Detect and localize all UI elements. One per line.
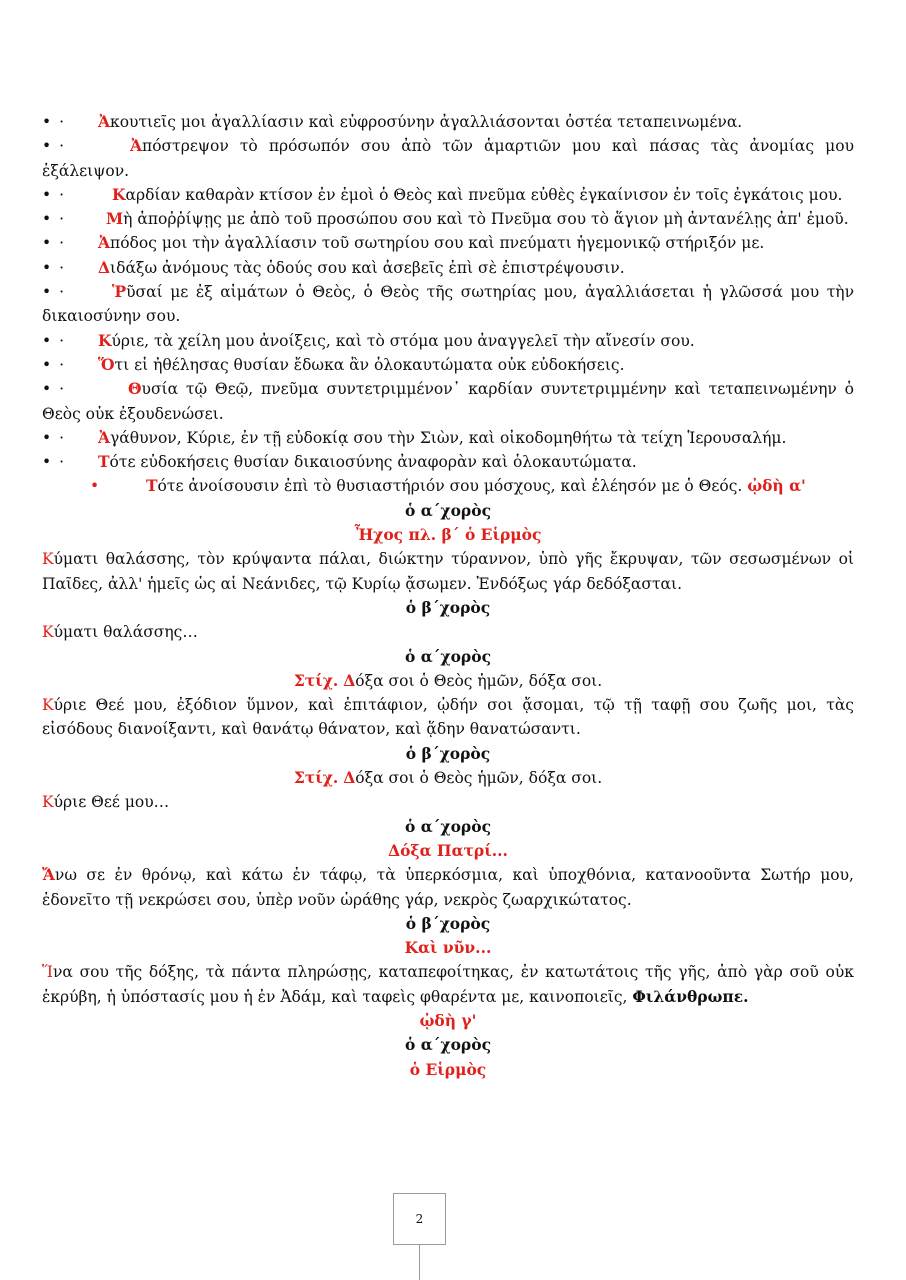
initial-letter: Δ — [343, 768, 356, 788]
initial-letter: Ἄ — [42, 865, 55, 885]
psalm-verse — [42, 377, 854, 426]
paragraph-text: ύματι θαλάσσης, τὸν κρύψαντα πάλαι, διώκτην τύραννον, ὑπὸ γῆς ἔκρυψαν, τῶν σεσωσμένων οἱ Παῖδες, ἀλλ' ἡμεῖς ὡς αἱ Νεάνιδες, τῷ Κυρίῳ ᾄσωμεν. Ἐνδόξως γάρ δεδόξασται. — [42, 550, 854, 593]
verse-text: ιδάξω ἀνόμους τὰς ὁδούς σου καὶ ἀσεβεῖς ἐπὶ σὲ ἐπιστρέψουσιν. — [110, 258, 625, 277]
bullet-marker: • · — [42, 185, 65, 204]
initial-letter: Μ — [106, 209, 124, 229]
psalm-verse — [42, 207, 854, 231]
bullet-marker: • · — [42, 234, 65, 253]
irmos-repeat — [42, 620, 854, 644]
bullet-marker: • · — [42, 355, 65, 374]
initial-letter: Ἵ — [42, 963, 53, 982]
initial-letter: Ἀ — [98, 427, 111, 447]
psalm-verse — [42, 450, 854, 474]
verse-text: τι εἰ ἠθέλησας θυσίαν ἔδωκα ἂν ὁλοκαυτώματα οὐκ εὐδοκήσεις. — [114, 355, 625, 374]
initial-letter: Ὅ — [98, 354, 115, 374]
doxa-heading: Δόξα Πατρί... — [388, 840, 508, 860]
verse-text: ῦσαί με ἐξ αἱμάτων ὁ Θεὸς, ὁ Θεὸς τῆς σωτηρίας μου, ἀγαλλιάσεται ἡ γλῶσσά μου τὴν δικαιοσύνην σου. — [42, 283, 854, 326]
psalm-verse — [42, 329, 854, 353]
psalm-verse — [42, 426, 854, 450]
psalm-verse — [42, 256, 854, 280]
stichos-line — [42, 766, 854, 790]
verse-text: πόστρεψον τὸ πρόσωπόν σου ἀπὸ τῶν ἁμαρτιῶν μου καὶ πάσας τὰς ἀνομίας μου ἐξάλειψον. — [42, 137, 854, 180]
verse-text: ότε ἀνοίσουσιν ἐπὶ τὸ θυσιαστήριόν σου μόσχους, καὶ ἐλέησόν με ὁ Θεός. — [157, 477, 743, 496]
initial-letter: Κ — [112, 184, 126, 204]
ode3-heading: ᾠδὴ γ' — [419, 1010, 477, 1030]
initial-letter: Κ — [42, 623, 54, 642]
initial-letter: Ἀ — [98, 112, 111, 131]
verse-text: αρδίαν καθαρὰν κτίσον ἐν ἐμοὶ ὁ Θεὸς καὶ πνεῦμα εὐθὲς ἐγκαίνισον ἐν τοῖς ἐγκάτοις μου. — [125, 185, 843, 204]
initial-letter: Ἀ — [130, 136, 143, 156]
choir-b-heading: ὁ β΄χορὸς — [405, 913, 491, 933]
initial-letter: Ῥ — [112, 282, 127, 302]
bullet-marker: • — [90, 477, 100, 496]
bullet-marker: • · — [42, 428, 65, 447]
paragraph-text: να σου τῆς δόξης, τὰ πάντα πληρώσῃς, καταπεφοίτηκας, ἐν κατωτάτοις τῆς γῆς, ἀπὸ γὰρ σοῦ οὐκ ἐκρύβη, ἡ ὑπόστασίς μου ἡ ἐν Ἀδάμ, καὶ ταφεὶς φθαρέντα με, καινοποιεῖς, — [42, 963, 854, 1006]
bullet-marker: • · — [42, 283, 65, 302]
psalm-verse — [42, 231, 854, 255]
irmos-heading: ὁ Εἱρμὸς — [409, 1059, 487, 1079]
bullet-marker: • · — [42, 380, 65, 399]
choir-b-heading: ὁ β΄χορὸς — [405, 597, 491, 617]
paragraph-text: ύριε Θεέ μου… — [53, 793, 170, 812]
initial-letter: Κ — [98, 330, 112, 350]
initial-letter: Τ — [98, 452, 110, 472]
initial-letter: Δ — [98, 257, 111, 277]
troparion-repeat — [42, 790, 854, 814]
ode-label: ᾠδὴ α' — [747, 476, 806, 496]
bullet-marker: • · — [42, 113, 65, 131]
psalm-verse — [42, 110, 854, 134]
irmos-text — [42, 547, 854, 596]
choir-a-heading: ὁ α΄χορὸς — [404, 1035, 492, 1055]
psalm-verse — [42, 280, 854, 329]
choir-a-heading: ὁ α΄χορὸς — [404, 646, 492, 666]
page-number-box — [393, 1193, 446, 1245]
verse-text: ὴ ἀποῤῥίψῃς με ἀπὸ τοῦ προσώπου σου καὶ τὸ Πνεῦμα σου τὸ ἅγιον μὴ ἀντανέλῃς ἀπ' ἐμοῦ. — [123, 210, 849, 229]
troparion-text — [42, 693, 854, 742]
verse-text: ύριε, τὰ χείλη μου ἀνοίξεις, καὶ τὸ στόμα μου ἀναγγελεῖ τὴν αἴνεσίν σου. — [111, 331, 695, 350]
page-content — [42, 110, 854, 1082]
bullet-marker: • · — [42, 331, 65, 350]
psalm-verse — [42, 353, 854, 377]
theotokion-text — [42, 960, 854, 1009]
bullet-marker: • · — [42, 258, 65, 277]
stichos-label: Στίχ. — [293, 670, 339, 690]
initial-letter: Κ — [42, 696, 54, 715]
stichos-text: όξα σοι ὁ Θεὸς ἡμῶν, δόξα σοι. — [355, 671, 603, 690]
initial-letter: Κ — [42, 793, 54, 812]
psalm-verse-final — [42, 474, 854, 498]
bullet-marker: • · — [42, 453, 65, 472]
page-number: 2 — [415, 1212, 424, 1226]
initial-letter: Θ — [128, 379, 142, 399]
echos-heading: Ἦχος πλ. β΄ ὁ Εἱρμὸς — [354, 525, 542, 545]
psalm-verse — [42, 134, 854, 183]
paragraph-text: νω σε ἐν θρόνῳ, καὶ κάτω ἐν τάφῳ, τὰ ὑπερκόσμια, καὶ ὑποχθόνια, κατανοοῦντα Σωτήρ μου, ἐδονεῖτο τῇ νεκρώσει σου, ὑπὲρ νοῦν ὡράθης γάρ, νεκρὸς ζωαρχικώτατος. — [42, 866, 854, 909]
closing-word: Φιλάνθρωπε. — [632, 986, 749, 1006]
verse-text: πόδος μοι τὴν ἀγαλλίασιν τοῦ σωτηρίου σου καὶ πνεύματι ἡγεμονικῷ στήριξόν με. — [110, 234, 765, 253]
paragraph-text: ύριε Θεέ μου, ἐξόδιον ὕμνον, καὶ ἐπιτάφιον, ᾠδήν σοι ᾄσομαι, τῷ τῇ ταφῇ σου ζωῆς μοι, τὰς εἰσόδους διανοίξαντι, καὶ θανάτῳ θάνατον, καὶ ᾅδην θανατώσαντι. — [42, 696, 854, 739]
initial-letter: Δ — [343, 670, 356, 690]
paragraph-text: ύματι θαλάσσης… — [53, 623, 198, 642]
verse-text: κουτιεῖς μοι ἀγαλλίασιν καὶ εὐφροσύνην ἀγαλλιάσονται ὀστέα τεταπεινωμένα. — [110, 113, 743, 131]
stichos-line — [42, 669, 854, 693]
stichos-text: όξα σοι ὁ Θεὸς ἡμῶν, δόξα σοι. — [355, 769, 603, 788]
bullet-marker: • · — [42, 137, 65, 156]
troparion-text — [42, 863, 854, 912]
verse-text: υσία τῷ Θεῷ, πνεῦμα συντετριμμένον᾽ καρδίαν συντετριμμένην καὶ τεταπεινωμένην ὁ Θεὸς οὐκ ἐξουδενώσει. — [42, 380, 854, 423]
stichos-label: Στίχ. — [293, 768, 339, 788]
bullet-marker: • · — [42, 210, 65, 229]
choir-a-heading: ὁ α΄χορὸς — [404, 816, 492, 836]
page-number-connector — [419, 1245, 420, 1280]
verse-text: γάθυνον, Κύριε, ἐν τῇ εὐδοκίᾳ σου τὴν Σιὼν, καὶ οἰκοδομηθήτω τὰ τείχη Ἱερουσαλήμ. — [110, 428, 787, 447]
choir-a-heading: ὁ α΄χορὸς — [404, 500, 492, 520]
choir-b-heading: ὁ β΄χορὸς — [405, 743, 491, 763]
initial-letter: Τ — [146, 476, 158, 496]
initial-letter: Κ — [42, 550, 54, 569]
kai-nyn-heading: Καὶ νῦν... — [404, 938, 492, 958]
psalm-verse-list — [42, 110, 854, 474]
psalm-verse — [42, 183, 854, 207]
verse-text: ότε εὐδοκήσεις θυσίαν δικαιοσύνης ἀναφορὰν καὶ ὁλοκαυτώματα. — [109, 453, 637, 472]
initial-letter: Ἀ — [98, 233, 111, 253]
